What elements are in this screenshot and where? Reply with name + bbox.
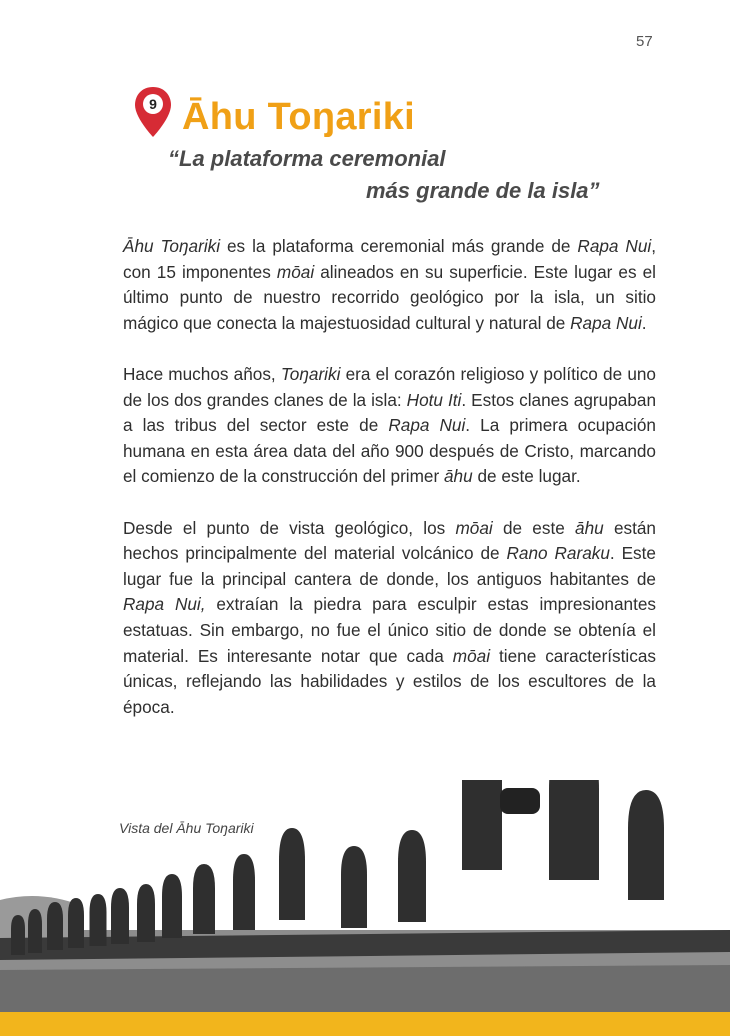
moai-figure [68,898,84,948]
subtitle-line-1: “La plataforma ceremonial [168,146,446,171]
text-run: era el corazón religioso y político de uno de los dos grandes clanes de la isla: [123,363,656,410]
moai-figure [137,884,155,942]
moai-figure [233,854,255,930]
body-text [123,234,656,746]
text-run: Hace muchos años, [123,363,281,384]
moai-figure [398,830,426,922]
paragraph [123,516,656,721]
moai-photo [0,780,730,1016]
moai-figure [162,874,182,938]
page-number: 57 [636,33,653,50]
text-run: alineados en su superficie. Este lugar es el último punto de nuestro recorrido geológico por la isla, un sitio mágico que conecta la majestuosidad cultural y natural de [123,261,657,333]
italic-term: mōai [452,645,491,666]
moai-figure [28,909,42,953]
italic-term: Rapa Nui, [123,594,206,615]
italic-term: Rapa Nui [577,236,652,256]
italic-term: Hotu Iti [406,389,462,410]
text-run: Desde el punto de vista geológico, los [123,517,456,538]
subtitle-line-2: más grande de la isla” [366,178,600,203]
moai-figure [628,790,664,900]
text-run: . La primera ocupación humana en esta área data del año 900 después de Cristo, marcando el comienzo de la construcción del primer [123,415,656,487]
moai-figure [111,888,129,944]
text-run: es la plataforma ceremonial más grande de [220,236,578,256]
marker-number: 9 [149,96,157,112]
moai-figure [47,902,63,950]
text-run: están hechos principalmente del material volcánico de [123,517,656,564]
moai-figure [90,894,107,946]
text-run: . Este lugar fue la principal cantera de donde, los antiguos habitantes de [123,543,656,589]
moai-figure [549,780,599,880]
text-run: . [641,312,647,333]
moai-topknot [500,788,540,814]
italic-term: Āhu Toŋariki [123,236,221,256]
text-run: extraían la piedra para esculpir estas impresionantes estatuas. Sin embargo, no fue el único sitio de donde se obtenía el material. Es interesante notar que cada [123,594,656,666]
italic-term: Rapa Nui [388,415,466,436]
page-title: Āhu Toŋariki [182,96,416,138]
moai-figure [462,780,502,870]
paragraph [123,362,656,490]
moai-figure [193,864,215,934]
moai-figure [279,828,305,920]
italic-term: āhu [575,517,604,538]
text-run: tiene características únicas, reflejando las habilidades y estilos de los escultores de la época. [123,645,656,717]
map-pin-icon [134,86,172,138]
text-run: , con 15 imponentes [123,236,656,282]
italic-term: Toŋariki [280,363,341,384]
italic-term: Rano Raraku [506,543,610,564]
moai-figure [11,915,25,955]
italic-term: mōai [455,517,493,538]
text-run: . Estos clanes agrupaban a las tribus del sector este de [123,389,657,436]
italic-term: āhu [443,466,473,487]
italic-term: mōai [276,261,315,282]
moai-figure [341,846,367,928]
paragraph [123,234,656,336]
italic-term: Rapa Nui [570,312,642,333]
photo-caption: Vista del Āhu Toŋariki [119,820,254,836]
text-run: de este [492,517,576,538]
text-run: de este lugar. [472,466,581,487]
bottom-bar [0,1012,730,1036]
